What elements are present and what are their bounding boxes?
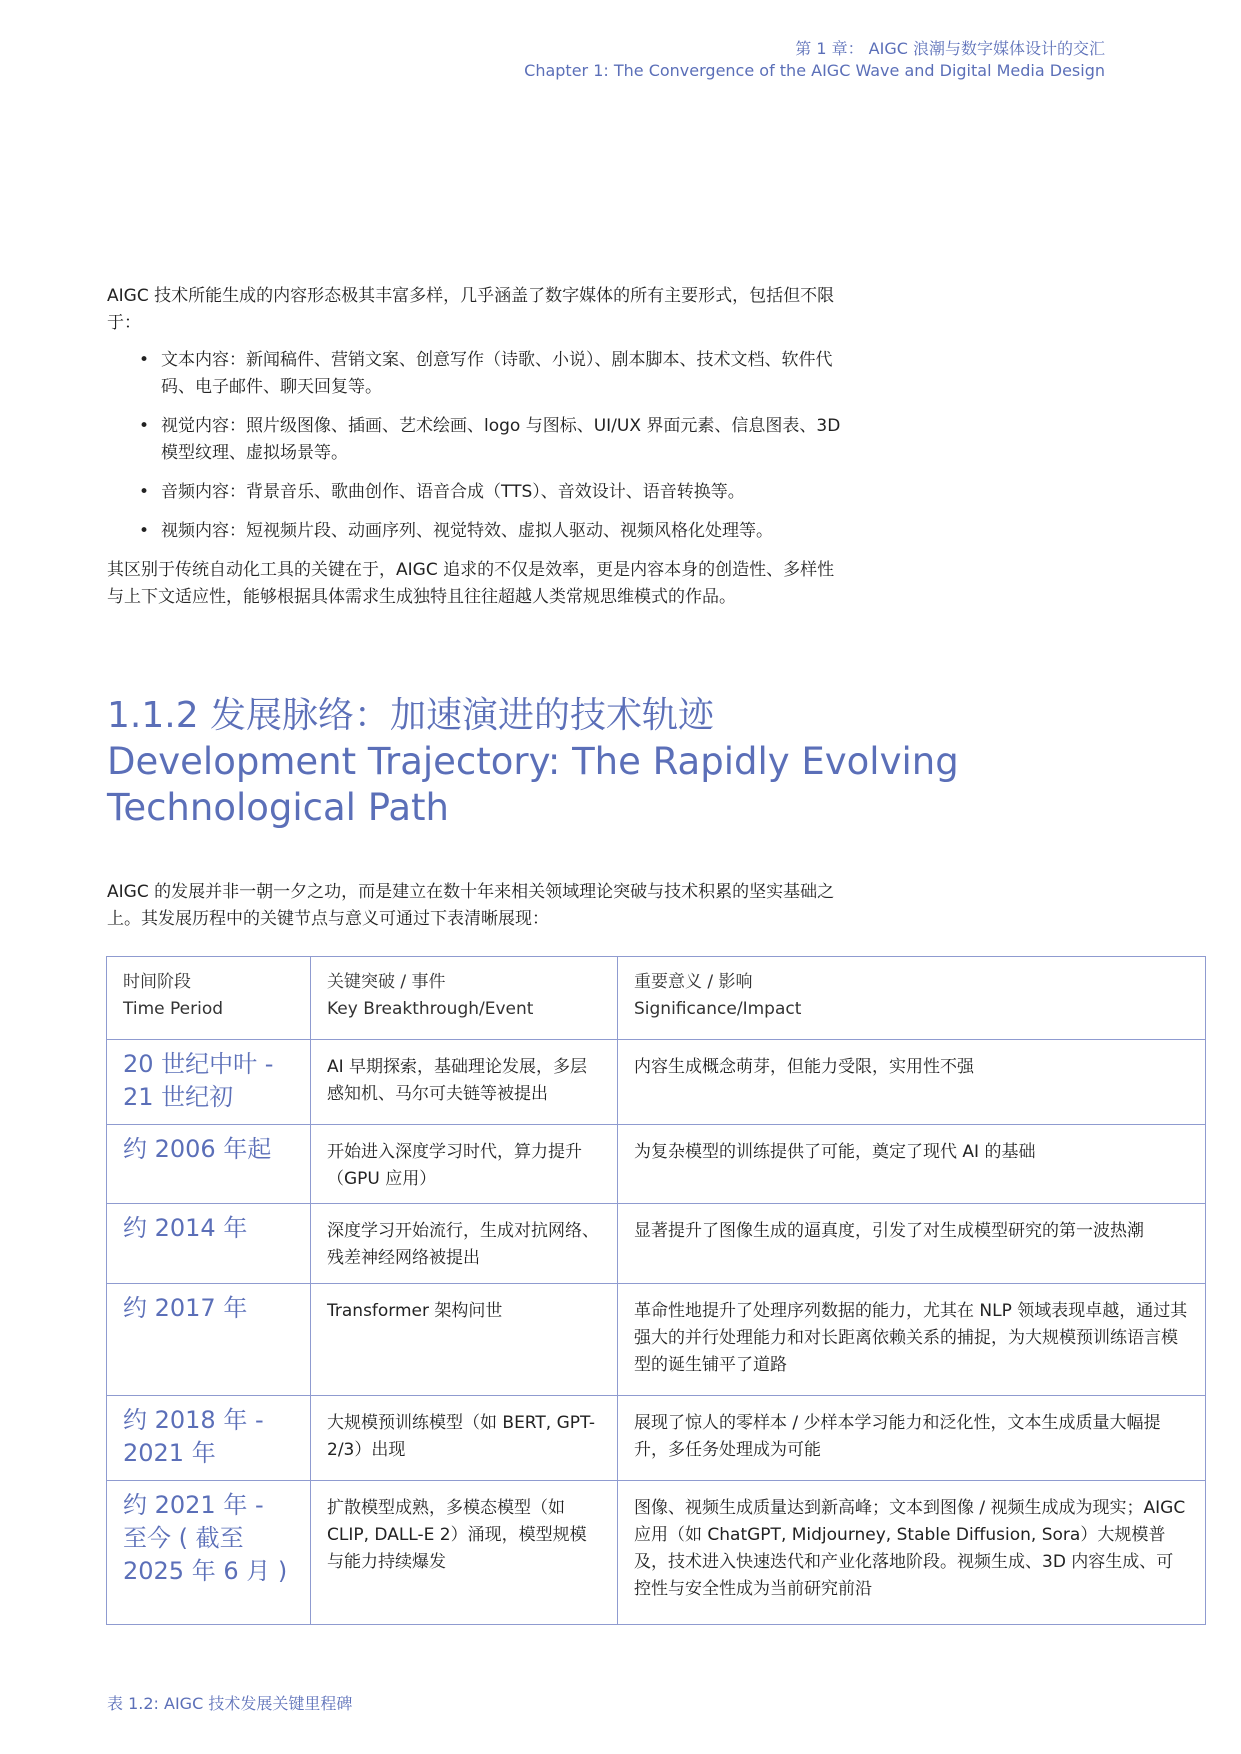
table-row [107, 1125, 1206, 1204]
section-heading [107, 693, 1207, 831]
period-cell: 约 2018 年 - 2021 年 [107, 1396, 311, 1481]
table-row [107, 1481, 1206, 1625]
closing-paragraph: 其区别于传统自动化工具的关键在于，AIGC 追求的不仅是效率，更是内容本身的创造性、多样性与上下文适应性，能够根据具体需求生成独特且往往超越人类常规思维模式的作品。 [107, 560, 835, 607]
table-header-row [107, 957, 1206, 1040]
period-cell: 约 2006 年起 [107, 1125, 311, 1204]
table-row [107, 1204, 1206, 1284]
section-paragraph: AIGC 的发展并非一朝一夕之功，而是建立在数十年来相关领域理论突破与技术积累的坚实基础之上。其发展历程中的关键节点与意义可通过下表清晰展现： [107, 882, 835, 929]
section-title-en: Development Trajectory: The Rapidly Evolving Technological Path [107, 740, 959, 829]
event-cell: 深度学习开始流行，生成对抗网络、残差神经网络被提出 [311, 1204, 618, 1284]
chapter-title-en: Chapter 1: The Convergence of the AIGC Wave and Digital Media Design [524, 61, 1105, 80]
chapter-title-zh: 第 1 章： AIGC 浪潮与数字媒体设计的交汇 [795, 39, 1105, 58]
list-item: • 文本内容：新闻稿件、营销文案、创意写作（诗歌、小说）、剧本脚本、技术文档、软件代码、电子邮件、聊天回复等。 [161, 347, 851, 401]
period-cell: 约 2014 年 [107, 1204, 311, 1284]
main-content [107, 283, 1207, 933]
period-cell: 约 2021 年 - 至今 ( 截至 2025 年 6 月 ) [107, 1481, 311, 1625]
period-cell: 约 2017 年 [107, 1284, 311, 1396]
period-cell: 20 世纪中叶 - 21 世纪初 [107, 1040, 311, 1125]
impact-cell: 图像、视频生成质量达到新高峰；文本到图像 / 视频生成成为现实；AIGC 应用（如 ChatGPT, Midjourney, Stable Diffusion, Sora）大规模普及，技术进入快速迭代和产业化落地阶段。视频生成、3D 内容生成、可控性与安全性成为当前研究前沿 [618, 1481, 1206, 1625]
event-cell: Transformer 架构问世 [311, 1284, 618, 1396]
table-caption: 表 1.2: AIGC 技术发展关键里程碑 [107, 1694, 353, 1713]
section-title-zh: 1.1.2 发展脉络：加速演进的技术轨迹 [107, 695, 715, 736]
header-time-period: 时间阶段 Time Period [107, 957, 311, 1040]
header-impact: 重要意义 / 影响 Significance/Impact [618, 957, 1206, 1040]
header-key-event: 关键突破 / 事件 Key Breakthrough/Event [311, 957, 618, 1040]
list-item: • 视觉内容：照片级图像、插画、艺术绘画、logo 与图标、UI/UX 界面元素、信息图表、3D 模型纹理、虚拟场景等。 [161, 413, 851, 467]
intro-paragraph: AIGC 技术所能生成的内容形态极其丰富多样，几乎涵盖了数字媒体的所有主要形式，包括但不限于： [107, 286, 835, 333]
milestones-table [106, 956, 1206, 1625]
impact-cell: 展现了惊人的零样本 / 少样本学习能力和泛化性，文本生成质量大幅提升，多任务处理成为可能 [618, 1396, 1206, 1481]
table-row [107, 1284, 1206, 1396]
event-cell: 扩散模型成熟，多模态模型（如 CLIP, DALL-E 2）涌现，模型规模与能力持续爆发 [311, 1481, 618, 1625]
impact-cell: 内容生成概念萌芽，但能力受限，实用性不强 [618, 1040, 1206, 1125]
list-item: • 视频内容：短视频片段、动画序列、视觉特效、虚拟人驱动、视频风格化处理等。 [161, 518, 851, 545]
impact-cell: 为复杂模型的训练提供了可能，奠定了现代 AI 的基础 [618, 1125, 1206, 1204]
impact-cell: 显著提升了图像生成的逼真度，引发了对生成模型研究的第一波热潮 [618, 1204, 1206, 1284]
event-cell: 大规模预训练模型（如 BERT, GPT-2/3）出现 [311, 1396, 618, 1481]
event-cell: AI 早期探索，基础理论发展，多层感知机、马尔可夫链等被提出 [311, 1040, 618, 1125]
table-row [107, 1396, 1206, 1481]
list-item: • 音频内容：背景音乐、歌曲创作、语音合成（TTS）、音效设计、语音转换等。 [161, 479, 851, 506]
running-header [524, 38, 1105, 82]
impact-cell: 革命性地提升了处理序列数据的能力，尤其在 NLP 领域表现卓越，通过其强大的并行处理能力和对长距离依赖关系的捕捉，为大规模预训练语言模型的诞生铺平了道路 [618, 1284, 1206, 1396]
table-row [107, 1040, 1206, 1125]
event-cell: 开始进入深度学习时代，算力提升（GPU 应用） [311, 1125, 618, 1204]
content-types-list [161, 347, 851, 545]
